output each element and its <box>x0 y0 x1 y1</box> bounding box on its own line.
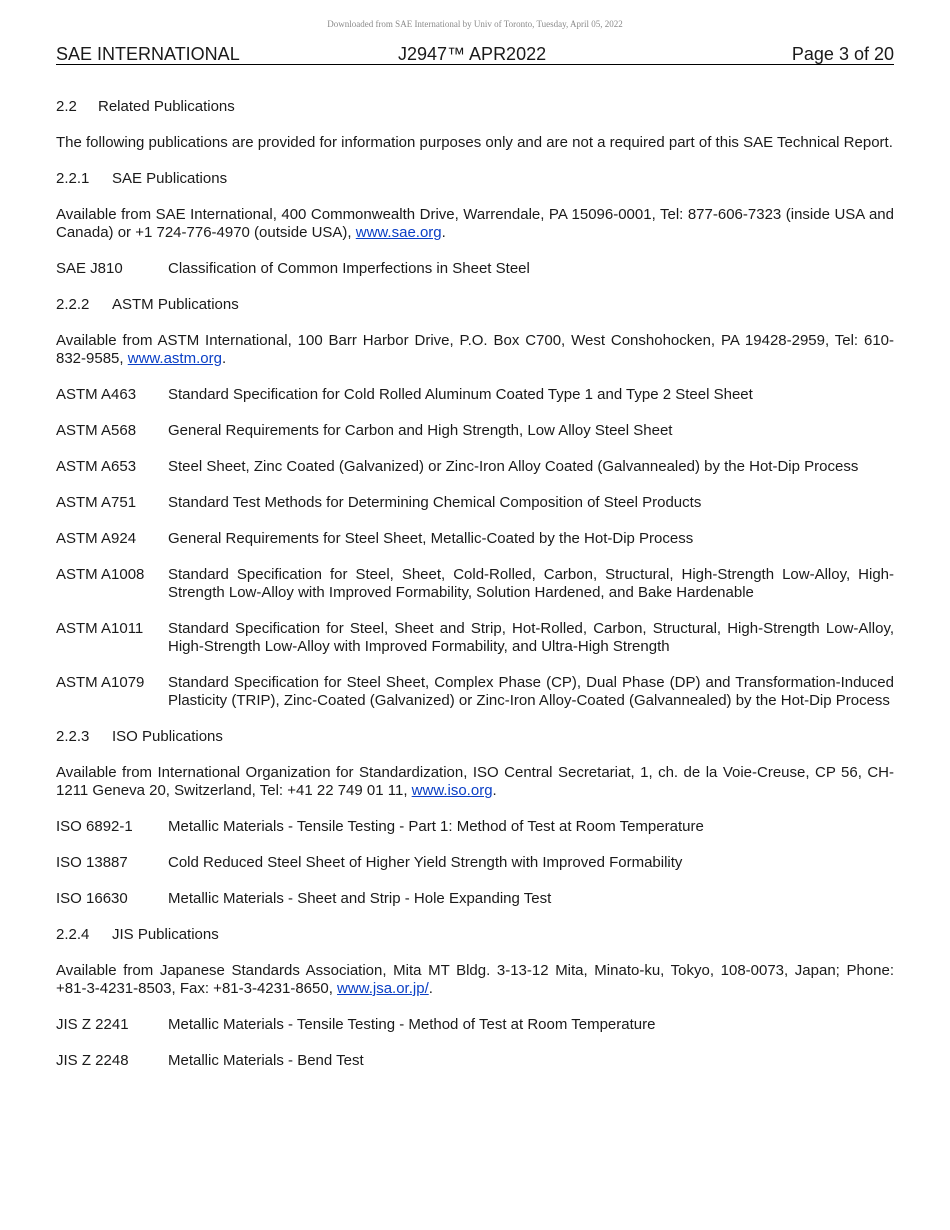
header-document-id: J2947™ APR2022 <box>398 44 547 64</box>
document-body <box>56 98 894 1088</box>
reference-title: Standard Test Methods for Determining Chemical Composition of Steel Products <box>168 494 702 511</box>
section-number: 2.2.3 <box>56 728 90 745</box>
section-intro: The following publications are provided for information purposes only and are not a required part of this SAE Technical Report. <box>56 134 893 151</box>
reference-code: ISO 16630 <box>56 890 128 907</box>
reference-entry <box>56 458 894 476</box>
astm-heading <box>56 296 894 314</box>
header-page-number: Page 3 of 20 <box>791 44 894 64</box>
reference-entry <box>56 494 894 512</box>
section-number: 2.2.1 <box>56 170 90 187</box>
reference-title: Metallic Materials - Tensile Testing - Part 1: Method of Test at Room Temperature <box>168 818 704 835</box>
reference-entry <box>56 674 894 710</box>
reference-entry <box>56 620 894 656</box>
download-watermark: Downloaded from SAE International by Univ of Toronto, Tuesday, April 05, 2022 <box>327 19 623 29</box>
header-organization: SAE INTERNATIONAL <box>56 44 240 64</box>
reference-entry <box>56 818 894 836</box>
reference-code: ASTM A463 <box>56 386 137 403</box>
reference-title: Metallic Materials - Sheet and Strip - Hole Expanding Test <box>168 890 552 907</box>
reference-code: ISO 6892-1 <box>56 818 133 835</box>
reference-code: ASTM A653 <box>56 458 137 475</box>
reference-entry <box>56 1016 894 1034</box>
reference-entry <box>56 890 894 908</box>
reference-title: Steel Sheet, Zinc Coated (Galvanized) or Zinc-Iron Alloy Coated (Galvannealed) by the Hot-Dip Process <box>168 458 859 475</box>
reference-code: ASTM A1079 <box>56 674 145 691</box>
section-title: ASTM Publications <box>112 296 239 313</box>
section-title: SAE Publications <box>112 170 228 187</box>
reference-title: Standard Specification for Cold Rolled Aluminum Coated Type 1 and Type 2 Steel Sheet <box>168 386 753 403</box>
iso-availability: Available from International Organization for Standardization, ISO Central Secretariat, 1, ch. de la Voie-Creuse, CP 56, CH-1211 Geneva 20, Switzerland, Tel: +41 22 749 01 11, www.iso.org. <box>56 764 894 799</box>
section-2-2-heading <box>56 98 894 116</box>
iso-reference-list <box>56 818 894 926</box>
sae-heading <box>56 170 894 188</box>
reference-code: JIS Z 2248 <box>56 1052 129 1069</box>
astm-website-link[interactable]: www.astm.org <box>127 350 222 367</box>
reference-entry <box>56 530 894 548</box>
reference-code: JIS Z 2241 <box>56 1016 129 1033</box>
section-number: 2.2.2 <box>56 296 90 313</box>
reference-title: Standard Specification for Steel, Sheet and Strip, Hot-Rolled, Carbon, Structural, High-Strength Low-Alloy, High-Strength Low-Alloy with Improved Formability, and Ultra-High Strength <box>168 620 894 655</box>
jis-heading <box>56 926 894 944</box>
reference-code: ASTM A1008 <box>56 566 145 583</box>
reference-entry <box>56 422 894 440</box>
reference-title: Classification of Common Imperfections in Sheet Steel <box>168 260 530 277</box>
sae-availability: Available from SAE International, 400 Commonwealth Drive, Warrendale, PA 15096-0001, Tel: 877-606-7323 (inside USA and Canada) or +1 724-776-4970 (outside USA), www.sae.org. <box>56 206 894 241</box>
section-number: 2.2 <box>56 98 77 115</box>
jis-availability: Available from Japanese Standards Association, Mita MT Bldg. 3-13-12 Mita, Minato-ku, Tokyo, 108-0073, Japan; Phone: +81-3-4231-8503, Fax: +81-3-4231-8650, www.jsa.or.jp/. <box>56 962 894 997</box>
page-header <box>56 44 894 65</box>
reference-title: Standard Specification for Steel Sheet, Complex Phase (CP), Dual Phase (DP) and Transformation-Induced Plasticity (TRIP), Zinc-Coated (Galvanized) or Zinc-Iron Alloy-Coated (Galvannealed) by the Hot-Dip Process <box>168 674 894 709</box>
reference-entry <box>56 386 894 404</box>
reference-code: ASTM A924 <box>56 530 137 547</box>
section-title: JIS Publications <box>112 926 219 943</box>
reference-title: Standard Specification for Steel, Sheet, Cold-Rolled, Carbon, Structural, High-Strength Low-Alloy, High-Strength Low-Alloy with Improved Formability, Solution Hardened, and Bake Hardenable <box>168 566 894 601</box>
reference-code: ASTM A1011 <box>56 620 144 637</box>
reference-title: General Requirements for Carbon and High Strength, Low Alloy Steel Sheet <box>168 422 673 439</box>
astm-reference-list <box>56 386 894 728</box>
iso-heading <box>56 728 894 746</box>
section-number: 2.2.4 <box>56 926 90 943</box>
reference-code: ISO 13887 <box>56 854 128 871</box>
reference-title: Metallic Materials - Bend Test <box>168 1052 364 1069</box>
section-title: Related Publications <box>98 98 235 115</box>
reference-entry <box>56 260 894 278</box>
jis-reference-list <box>56 1016 894 1088</box>
reference-code: ASTM A751 <box>56 494 137 511</box>
reference-title: Metallic Materials - Tensile Testing - Method of Test at Room Temperature <box>168 1016 656 1033</box>
iso-website-link[interactable]: www.iso.org <box>411 782 493 799</box>
reference-entry <box>56 1052 894 1070</box>
reference-title: General Requirements for Steel Sheet, Metallic-Coated by the Hot-Dip Process <box>168 530 694 547</box>
jis-website-link[interactable]: www.jsa.or.jp/ <box>337 980 429 997</box>
astm-availability: Available from ASTM International, 100 Barr Harbor Drive, P.O. Box C700, West Conshohocken, PA 19428-2959, Tel: 610-832-9585, www.astm.org. <box>56 332 894 367</box>
reference-title: Cold Reduced Steel Sheet of Higher Yield Strength with Improved Formability <box>168 854 683 871</box>
reference-code: ASTM A568 <box>56 422 137 439</box>
sae-reference-list <box>56 260 894 296</box>
reference-entry <box>56 854 894 872</box>
sae-website-link[interactable]: www.sae.org <box>355 224 442 241</box>
reference-entry <box>56 566 894 602</box>
reference-code: SAE J810 <box>56 260 123 277</box>
section-title: ISO Publications <box>112 728 223 745</box>
